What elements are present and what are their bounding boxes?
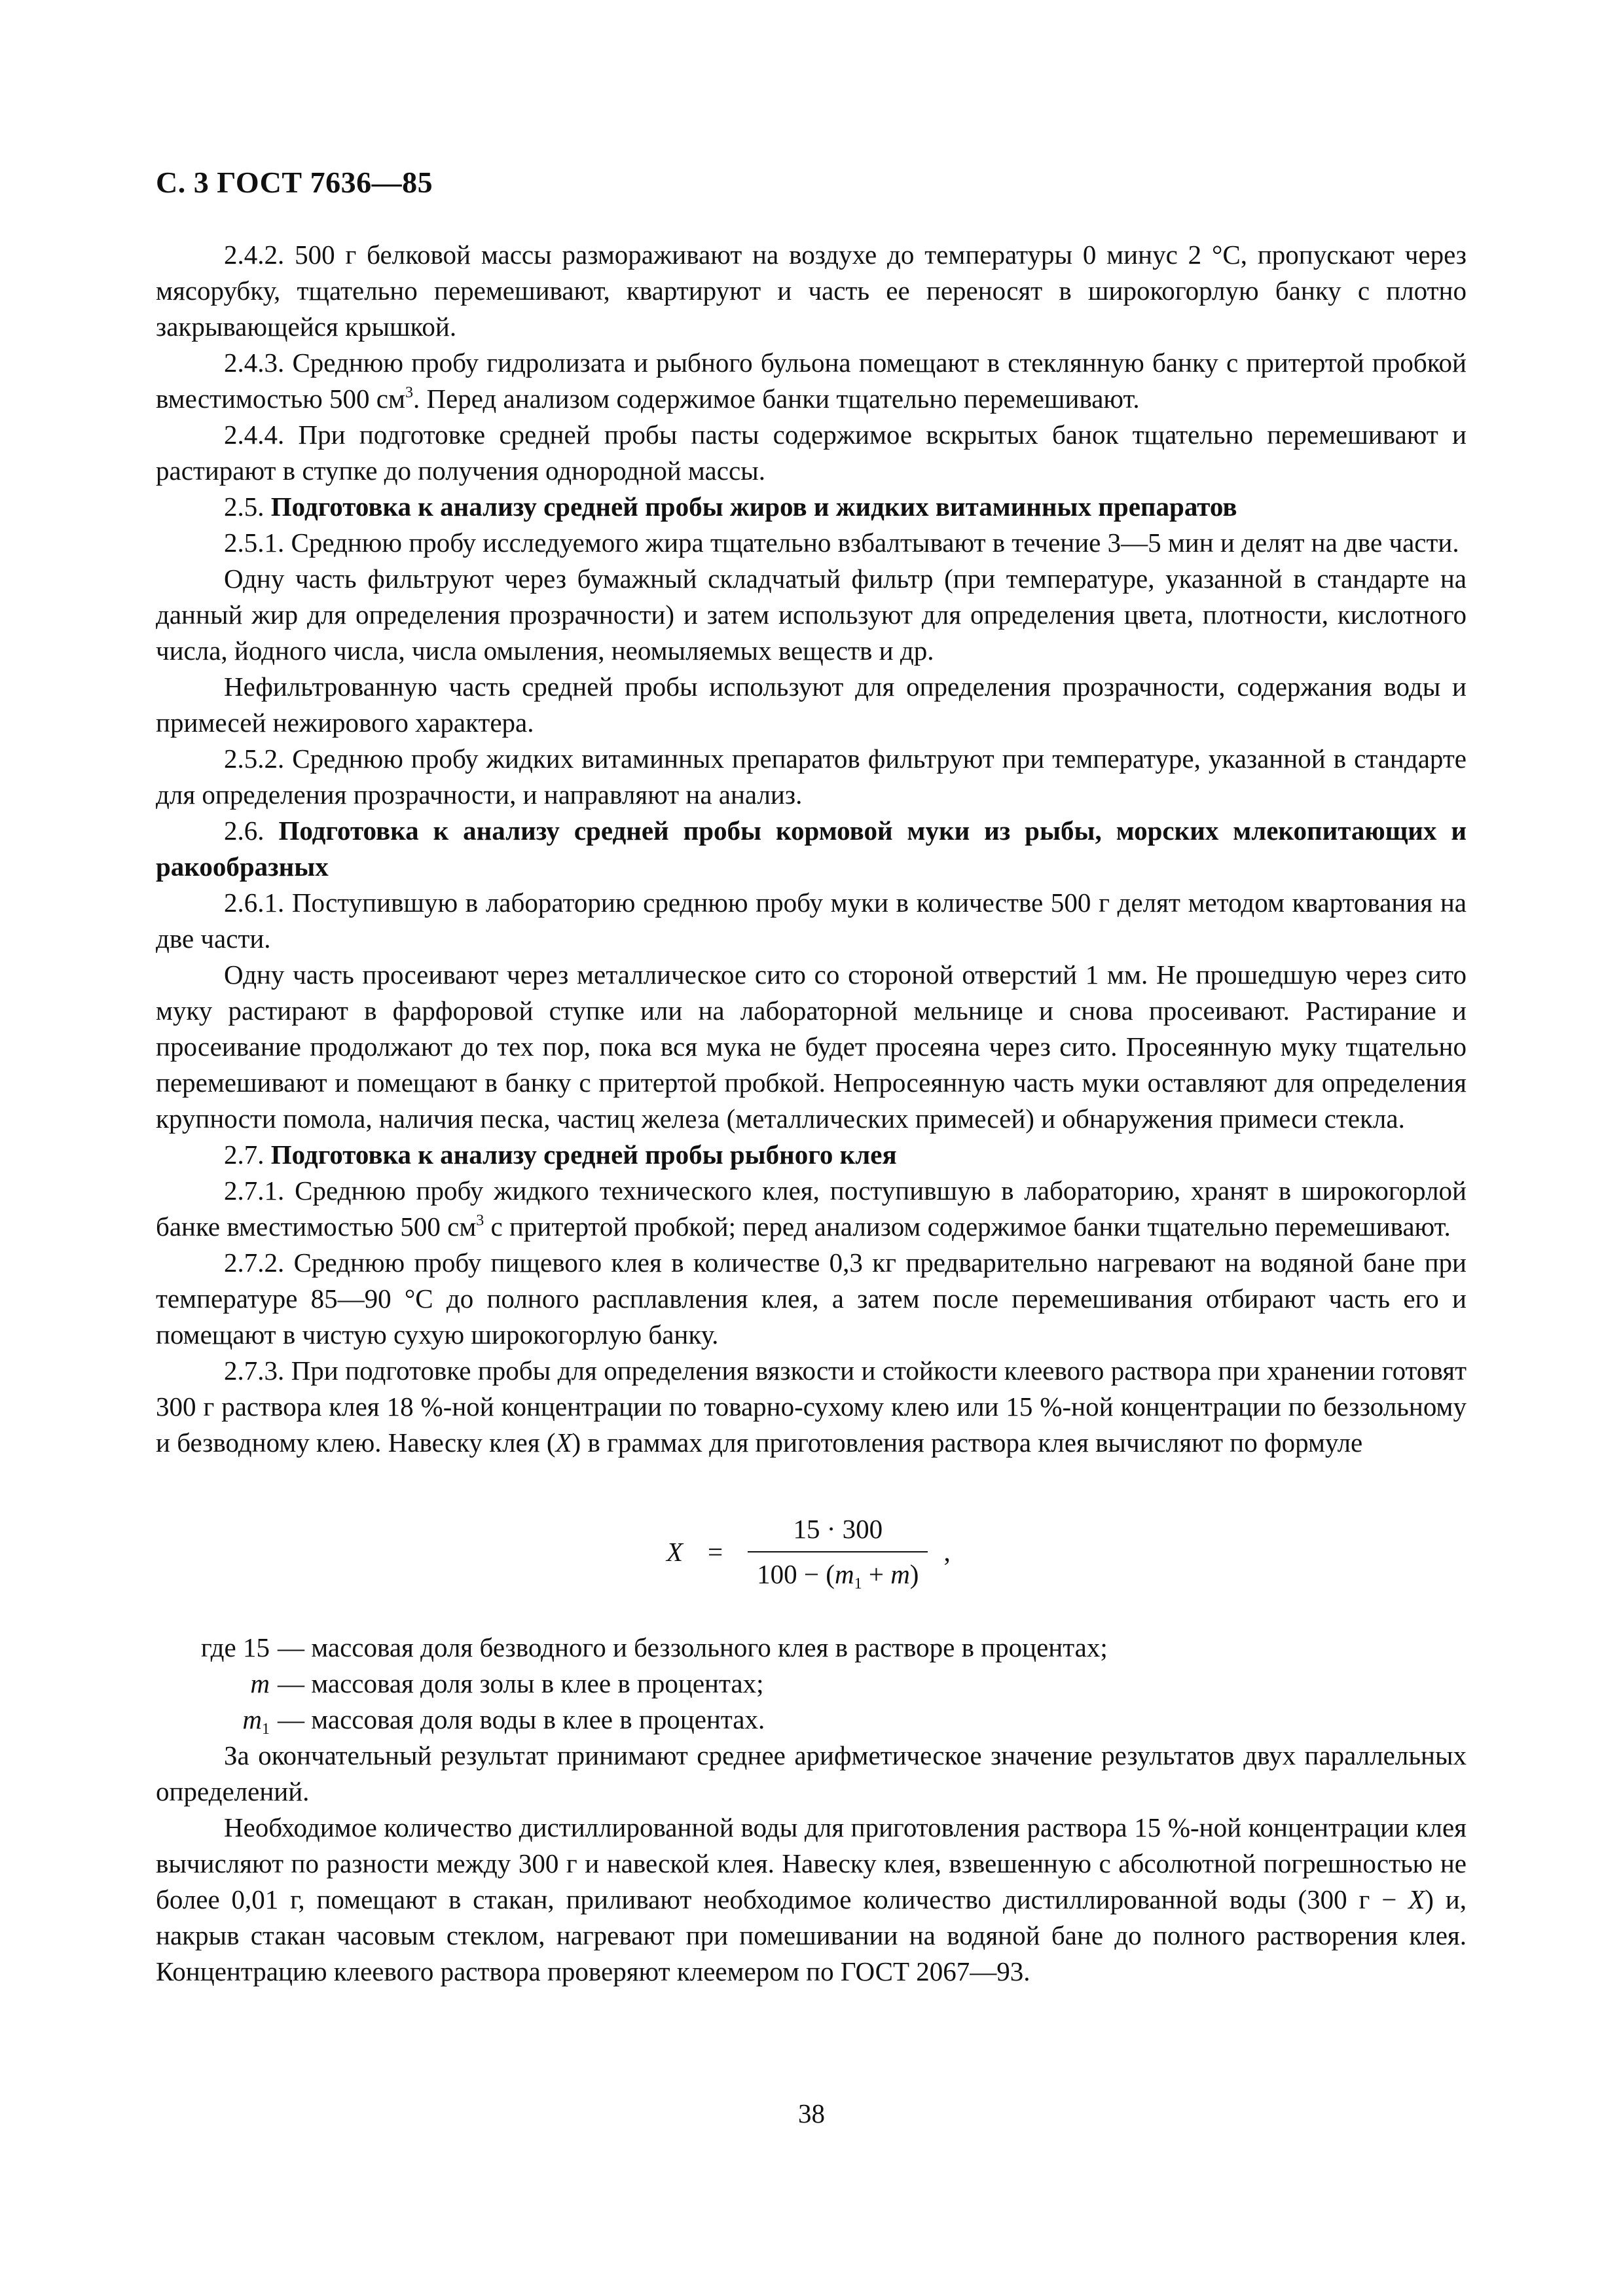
definition-row — [156, 1630, 1467, 1666]
paragraph-text: ) в граммах для приготовления раствора клея вычисляют по формуле — [572, 1427, 1363, 1458]
paragraph-2-4-3 — [156, 345, 1467, 417]
definition-text: — массовая доля воды в клее в процентах. — [278, 1704, 765, 1734]
page-number: 38 — [798, 2098, 825, 2128]
variable-x: X — [1408, 1884, 1425, 1914]
definition-symbol-text: 15 — [243, 1632, 270, 1662]
section-title: Подготовка к анализу средней пробы жиров и жидких витаминных препаратов — [270, 492, 1237, 522]
section-heading-2-5 — [156, 489, 1467, 525]
paragraph-text: 2.7.3. При подготовке пробы для определения вязкости и стойкости клеевого раствора при хранении готовят 300 г раствора клея 18 %-ной концентрации по товарно-сухому клею или 15 %-ной концентрации по беззольному и безводному клею. Навеску клея ( — [156, 1355, 1467, 1458]
definition-symbol-text: m — [250, 1668, 270, 1698]
paragraph-2-5-1: 2.5.1. Среднюю пробу исследуемого жира тщательно взбалтывают в течение 3—5 мин и делят на две части. — [224, 528, 1459, 558]
subscript: 1 — [854, 1575, 862, 1592]
paragraph-2-5-1-b: Одну часть фильтруют через бумажный складчатый фильтр (при температуре, указанной в стандарте на данный жир для определения прозрачности) и затем используют для определения цвета, плотности, кислотного числа, йодного числа, числа омыления, неомыляемых веществ и др. — [156, 564, 1467, 666]
formula-comma: , — [943, 1536, 951, 1567]
paragraph-water-amount — [156, 1810, 1467, 1990]
formula-numerator: 15 · 300 — [793, 1514, 883, 1544]
paragraph-final-result: За окончательный результат принимают среднее арифметическое значение результатов двух параллельных определений. — [156, 1740, 1467, 1806]
definition-symbol-text: m — [242, 1704, 262, 1734]
denominator-part: 100 − ( — [757, 1559, 835, 1589]
denominator-part: ) — [909, 1559, 919, 1589]
section-heading-2-6 — [156, 813, 1467, 885]
definition-symbol — [156, 1666, 278, 1702]
paragraph-2-6-1-b: Одну часть просеивают через металлическое сито со стороной отверстий 1 мм. Не прошедшую через сито муку растирают в фарфоровой ступке или на лабораторной мельнице и снова просеивают. Растирание и просеивание продолжают до тех пор, пока вся мука не будет просеяна через сито. Просеянную муку тщательно перемешивают и помещают в банку с притертой пробкой. Непросеянную часть муки оставляют для определения крупности помола, наличия песка, частиц железа (металлических примесей) и обнаружения примеси стекла. — [156, 960, 1467, 1134]
paragraph-2-7-3 — [156, 1353, 1467, 1461]
document-body — [156, 237, 1467, 1990]
paragraph-text: 2.4.3. Среднюю пробу гидролизата и рыбного бульона помещают в стеклянную банку с притертой пробкой вместимостью 500 см — [156, 348, 1467, 414]
section-title: Подготовка к анализу средней пробы кормовой муки из рыбы, морских млекопитающих и ракообразных — [156, 816, 1467, 882]
formula — [666, 1511, 951, 1592]
formula-lhs: X — [666, 1536, 684, 1567]
definition-prefix: где — [200, 1632, 243, 1662]
definition-symbol — [156, 1702, 278, 1738]
paragraph-text: . Перед анализом содержимое банки тщательно перемешивают. — [412, 384, 1140, 414]
denominator-part: + — [862, 1559, 891, 1589]
paragraph-text: ) и, накрыв стакан часовым стеклом, нагревают при помешивании на водяной бане до полного растворения клея. Концентрацию клеевого раствора проверяют клеемером по ГОСТ 2067—93. — [156, 1884, 1467, 1986]
paragraph-text: 2.7.1. Среднюю пробу жидкого технического клея, поступившую в лабораторию, хранят в широкогорлой банке вместимостью 500 см — [156, 1175, 1467, 1242]
subscript: 1 — [262, 1721, 270, 1738]
definition-row — [156, 1702, 1467, 1738]
variable-m: m — [890, 1559, 910, 1589]
paragraph-2-4-4: 2.4.4. При подготовке средней пробы пасты содержимое вскрытых банок тщательно перемешивают и растирают в ступке до получения однородной массы. — [156, 420, 1467, 486]
page-header: С. 3 ГОСТ 7636—85 — [156, 166, 433, 199]
formula-denominator — [748, 1551, 928, 1592]
paragraph-text: с притертой пробкой; перед анализом содержимое банки тщательно перемешивают. — [484, 1211, 1451, 1242]
paragraph-2-4-2: 2.4.2. 500 г белковой массы размораживают на воздухе до температуры 0 минус 2 °С, пропускают через мясорубку, тщательно перемешивают, квартируют и часть ее переносят в широкогорлую банку с плотно закрывающейся крышкой. — [156, 240, 1467, 342]
superscript: 3 — [405, 384, 413, 401]
variable-definitions — [156, 1630, 1467, 1738]
paragraph-text: Необходимое количество дистиллированной воды для приготовления раствора 15 %-ной концентрации клея вычисляют по разности между 300 г и навеской клея. Навеску клея, взвешенную с абсолютной погрешностью не более 0,01 г, помещают в стакан, приливают необходимое количество дистиллированной воды (300 г − — [156, 1812, 1467, 1914]
variable-m1: m — [834, 1559, 854, 1589]
formula-equals: = — [708, 1536, 723, 1567]
paragraph-2-5-1-c: Нефильтрованную часть средней пробы используют для определения прозрачности, содержания воды и примесей нежирового характера. — [156, 672, 1467, 738]
section-title: Подготовка к анализу средней пробы рыбного клея — [270, 1139, 897, 1170]
definition-symbol — [156, 1630, 278, 1666]
formula-block — [156, 1475, 1467, 1626]
section-number: 2.6. — [224, 816, 279, 846]
definition-text: — массовая доля золы в клее в процентах; — [278, 1668, 764, 1698]
paragraph-2-5-2: 2.5.2. Среднюю пробу жидких витаминных препаратов фильтруют при температуре, указанной в стандарте для определения прозрачности, и направляют на анализ. — [156, 744, 1467, 810]
paragraph-2-7-2: 2.7.2. Среднюю пробу пищевого клея в количестве 0,3 кг предварительно нагревают на водяной бане при температуре 85—90 °С до полного расплавления клея, а затем после перемешивания отбирают часть его и помещают в чистую сухую широкогорлую банку. — [156, 1247, 1467, 1350]
definition-row — [156, 1666, 1467, 1702]
variable-x: X — [555, 1427, 572, 1458]
formula-fraction — [748, 1511, 928, 1592]
paragraph-2-6-1: 2.6.1. Поступившую в лабораторию среднюю пробу муки в количестве 500 г делят методом квартования на две части. — [156, 888, 1467, 954]
section-heading-2-7 — [156, 1137, 1467, 1173]
section-number: 2.5. — [224, 492, 271, 522]
paragraph-2-7-1 — [156, 1173, 1467, 1245]
section-number: 2.7. — [224, 1139, 271, 1170]
superscript: 3 — [476, 1212, 484, 1229]
definition-text: — массовая доля безводного и беззольного клея в растворе в процентах; — [278, 1632, 1108, 1662]
